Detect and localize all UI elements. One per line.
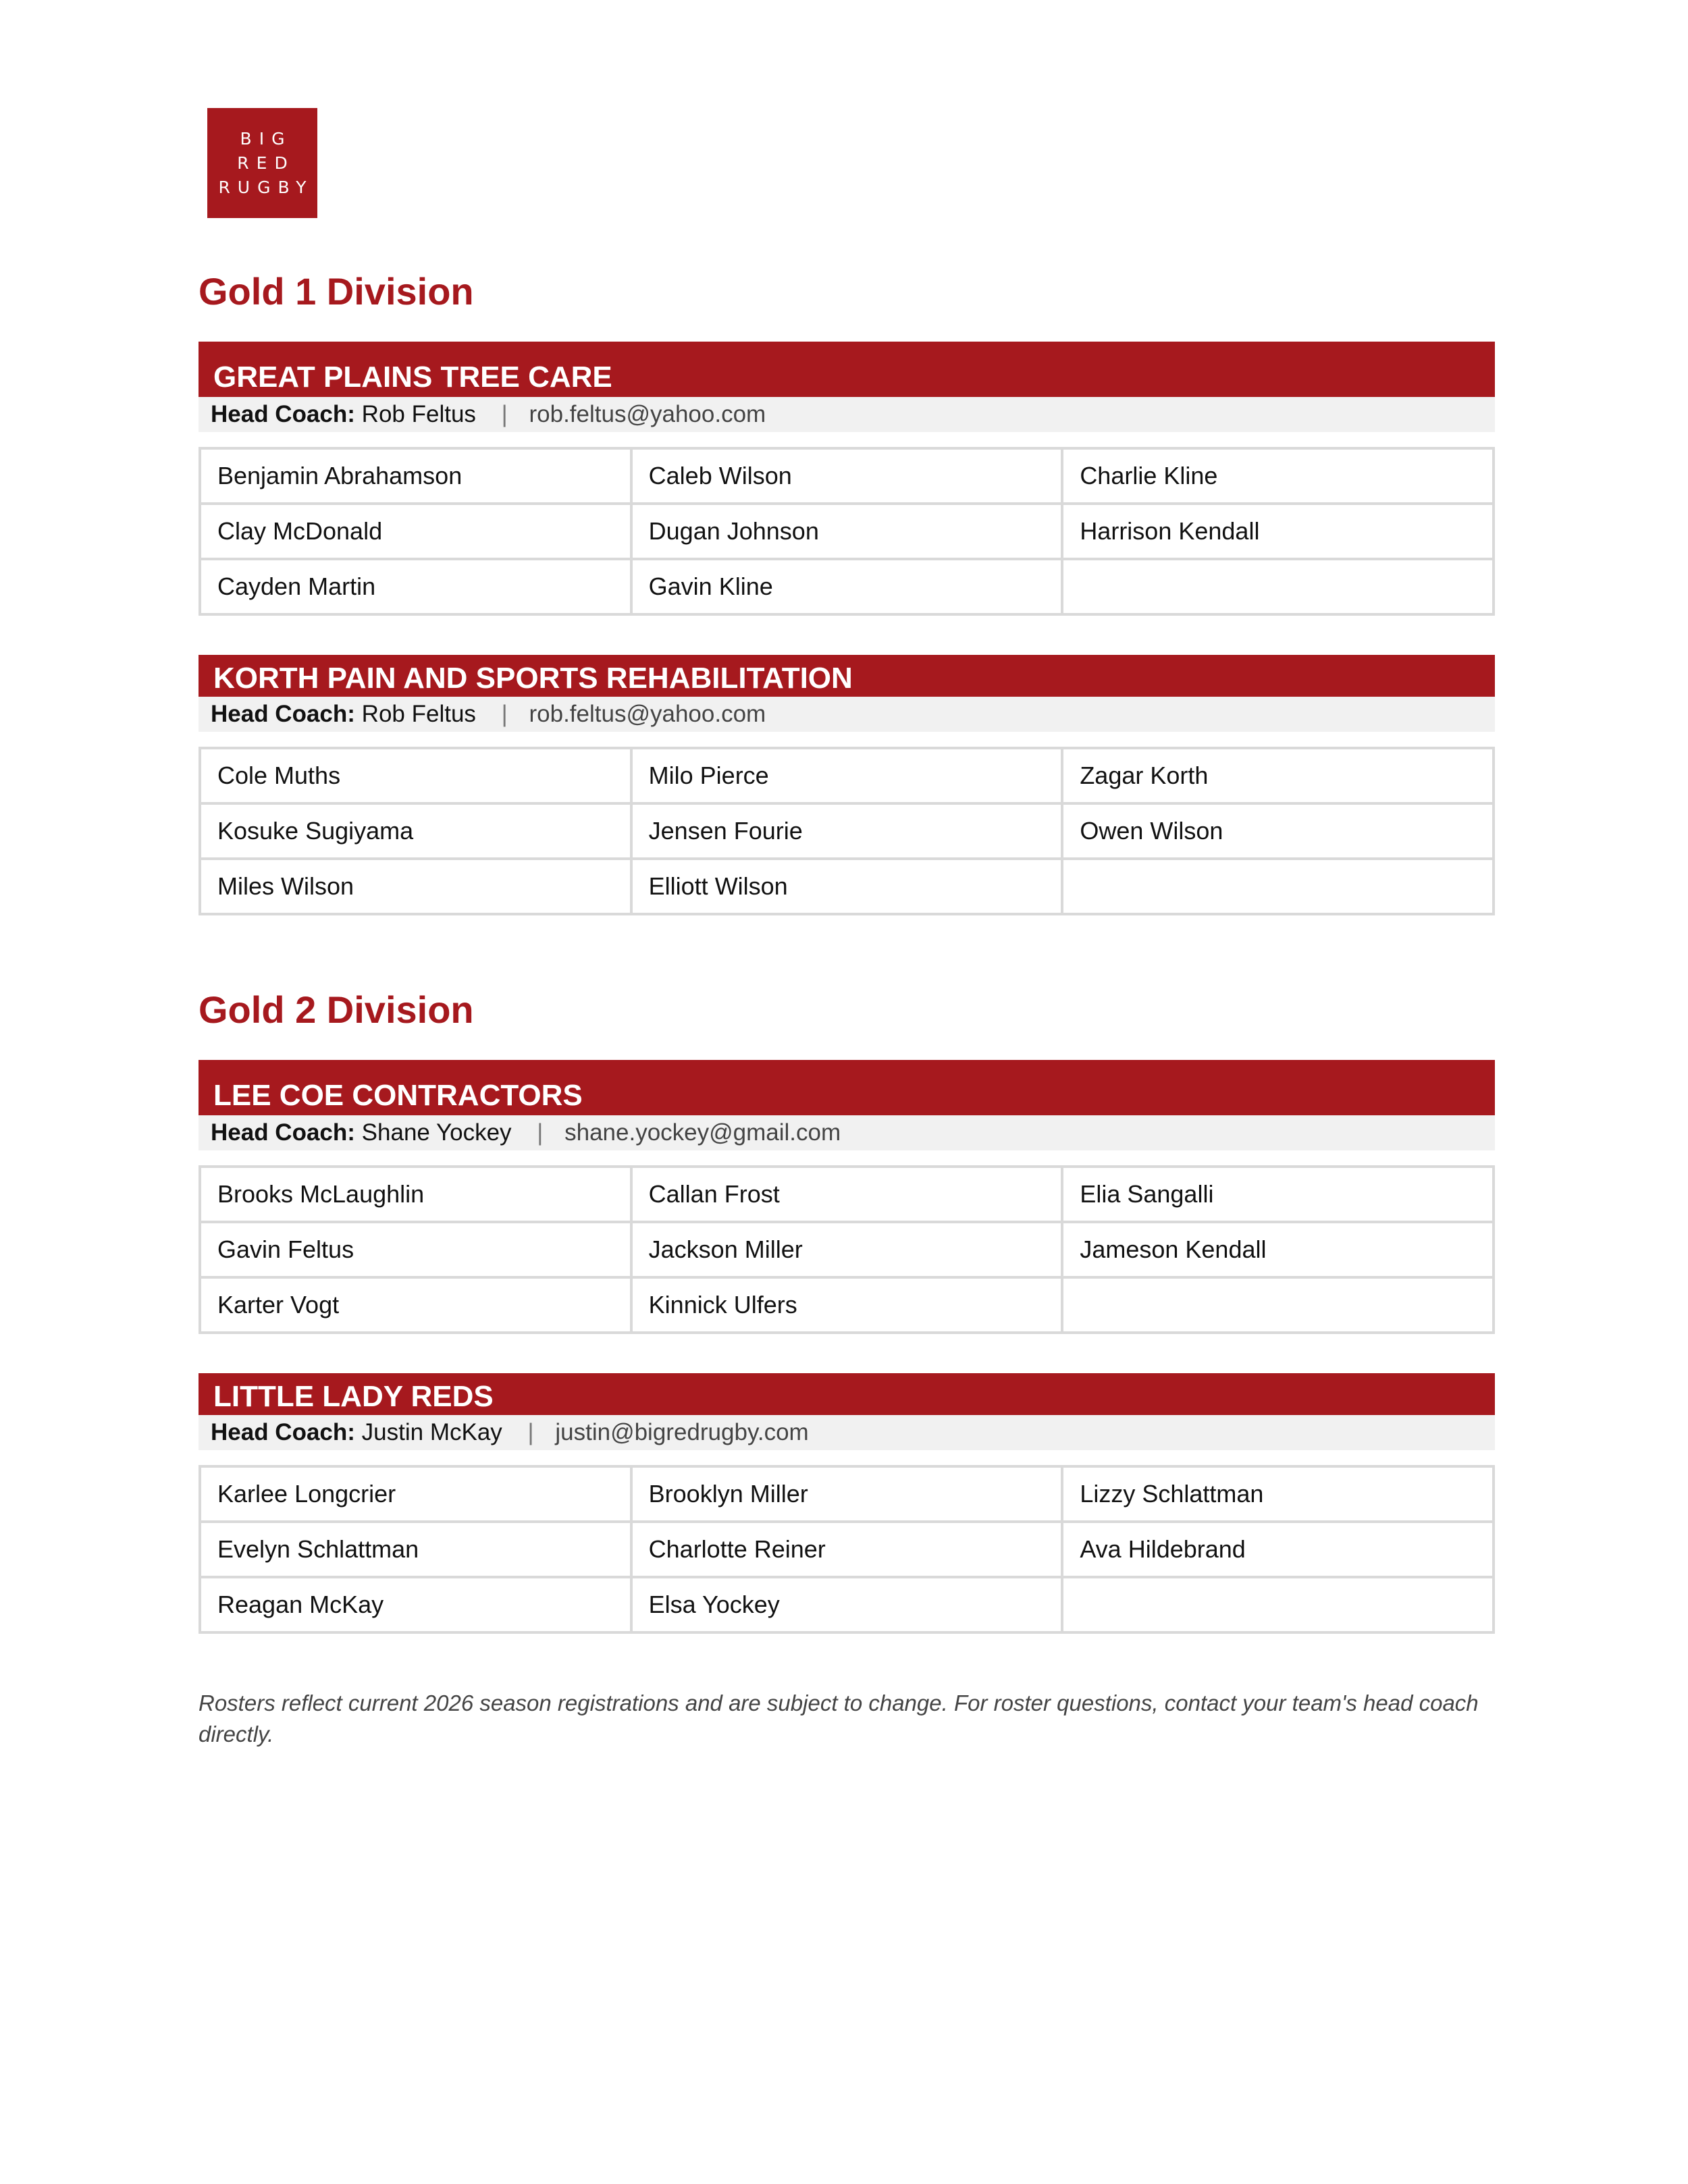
table-row <box>200 748 1494 803</box>
team-name: GREAT PLAINS TREE CARE <box>199 342 1495 397</box>
player-cell: Jameson Kendall <box>1062 1222 1494 1277</box>
table-row <box>200 448 1494 504</box>
player-cell: Benjamin Abrahamson <box>200 448 631 504</box>
player-cell: Charlotte Reiner <box>631 1522 1063 1577</box>
team-little-lady-reds <box>199 1373 1495 1634</box>
player-cell: Milo Pierce <box>631 748 1063 803</box>
team-great-plains-tree-care <box>199 342 1495 616</box>
team-name: LITTLE LADY REDS <box>199 1373 1495 1415</box>
team-name: LEE COE CONTRACTORS <box>199 1060 1495 1115</box>
head-coach-label: Head Coach: <box>211 701 355 727</box>
table-row <box>200 559 1494 614</box>
table-row <box>200 1522 1494 1577</box>
player-cell: Dugan Johnson <box>631 504 1063 559</box>
player-cell: Charlie Kline <box>1062 448 1494 504</box>
player-cell: Kosuke Sugiyama <box>200 803 631 859</box>
player-cell: Brooklyn Miller <box>631 1466 1063 1522</box>
roster-footnote: Rosters reflect current 2026 season registrations and are subject to change. For roster questions, contact your team's head coach directly. <box>199 1690 1479 1747</box>
player-cell: Clay McDonald <box>200 504 631 559</box>
logo-line-rugby: RUGBY <box>218 177 314 197</box>
logo-line-red: RED <box>237 153 295 173</box>
player-cell: Harrison Kendall <box>1062 504 1494 559</box>
player-cell: Miles Wilson <box>200 859 631 914</box>
player-cell: Cayden Martin <box>200 559 631 614</box>
separator: | <box>527 1419 534 1445</box>
player-cell: Ava Hildebrand <box>1062 1522 1494 1577</box>
player-cell <box>1062 559 1494 614</box>
player-cell: Elsa Yockey <box>631 1577 1063 1632</box>
coach-email: rob.feltus@yahoo.com <box>529 401 766 427</box>
player-cell: Lizzy Schlattman <box>1062 1466 1494 1522</box>
logo-line-big: BIG <box>240 128 292 149</box>
coach-email: justin@bigredrugby.com <box>555 1419 809 1445</box>
division-title: Gold 2 Division <box>199 988 474 1031</box>
big-red-rugby-logo <box>207 108 317 218</box>
table-row <box>200 504 1494 559</box>
player-cell <box>1062 1277 1494 1333</box>
player-cell: Zagar Korth <box>1062 748 1494 803</box>
player-cell: Caleb Wilson <box>631 448 1063 504</box>
table-row <box>200 1222 1494 1277</box>
head-coach-bar <box>199 1415 1495 1450</box>
table-row <box>200 1277 1494 1333</box>
division-title: Gold 1 Division <box>199 270 474 313</box>
head-coach-name: Justin McKay <box>361 1419 502 1445</box>
player-cell: Jackson Miller <box>631 1222 1063 1277</box>
player-cell: Cole Muths <box>200 748 631 803</box>
head-coach-label: Head Coach: <box>211 1119 355 1146</box>
roster-content <box>199 265 1495 1750</box>
player-cell: Owen Wilson <box>1062 803 1494 859</box>
roster-table <box>199 747 1495 915</box>
player-cell: Gavin Kline <box>631 559 1063 614</box>
head-coach-name: Rob Feltus <box>361 401 476 427</box>
player-cell <box>1062 859 1494 914</box>
division-gold-2 <box>199 983 1495 1634</box>
team-lee-coe-contractors <box>199 1060 1495 1334</box>
head-coach-bar <box>199 1115 1495 1150</box>
head-coach-label: Head Coach: <box>211 401 355 427</box>
player-cell <box>1062 1577 1494 1632</box>
separator: | <box>537 1119 544 1146</box>
coach-email: rob.feltus@yahoo.com <box>529 701 766 727</box>
head-coach-bar <box>199 397 1495 432</box>
head-coach-label: Head Coach: <box>211 1419 355 1445</box>
table-row <box>200 803 1494 859</box>
head-coach-name: Rob Feltus <box>361 701 476 727</box>
team-name: KORTH PAIN AND SPORTS REHABILITATION <box>199 655 1495 697</box>
player-cell: Jensen Fourie <box>631 803 1063 859</box>
table-row <box>200 1577 1494 1632</box>
player-cell: Evelyn Schlattman <box>200 1522 631 1577</box>
player-cell: Elia Sangalli <box>1062 1167 1494 1222</box>
roster-table <box>199 447 1495 616</box>
coach-email: shane.yockey@gmail.com <box>564 1119 841 1146</box>
team-korth-pain-and-sports-rehabilitation <box>199 655 1495 915</box>
player-cell: Gavin Feltus <box>200 1222 631 1277</box>
separator: | <box>501 701 508 727</box>
roster-table <box>199 1165 1495 1334</box>
table-row <box>200 1167 1494 1222</box>
player-cell: Reagan McKay <box>200 1577 631 1632</box>
player-cell: Karter Vogt <box>200 1277 631 1333</box>
head-coach-bar <box>199 697 1495 732</box>
division-gold-1 <box>199 265 1495 915</box>
roster-table <box>199 1465 1495 1634</box>
player-cell: Karlee Longcrier <box>200 1466 631 1522</box>
player-cell: Callan Frost <box>631 1167 1063 1222</box>
table-row <box>200 1466 1494 1522</box>
table-row <box>200 859 1494 914</box>
separator: | <box>501 401 508 427</box>
player-cell: Brooks McLaughlin <box>200 1167 631 1222</box>
player-cell: Elliott Wilson <box>631 859 1063 914</box>
player-cell: Kinnick Ulfers <box>631 1277 1063 1333</box>
head-coach-name: Shane Yockey <box>361 1119 512 1146</box>
